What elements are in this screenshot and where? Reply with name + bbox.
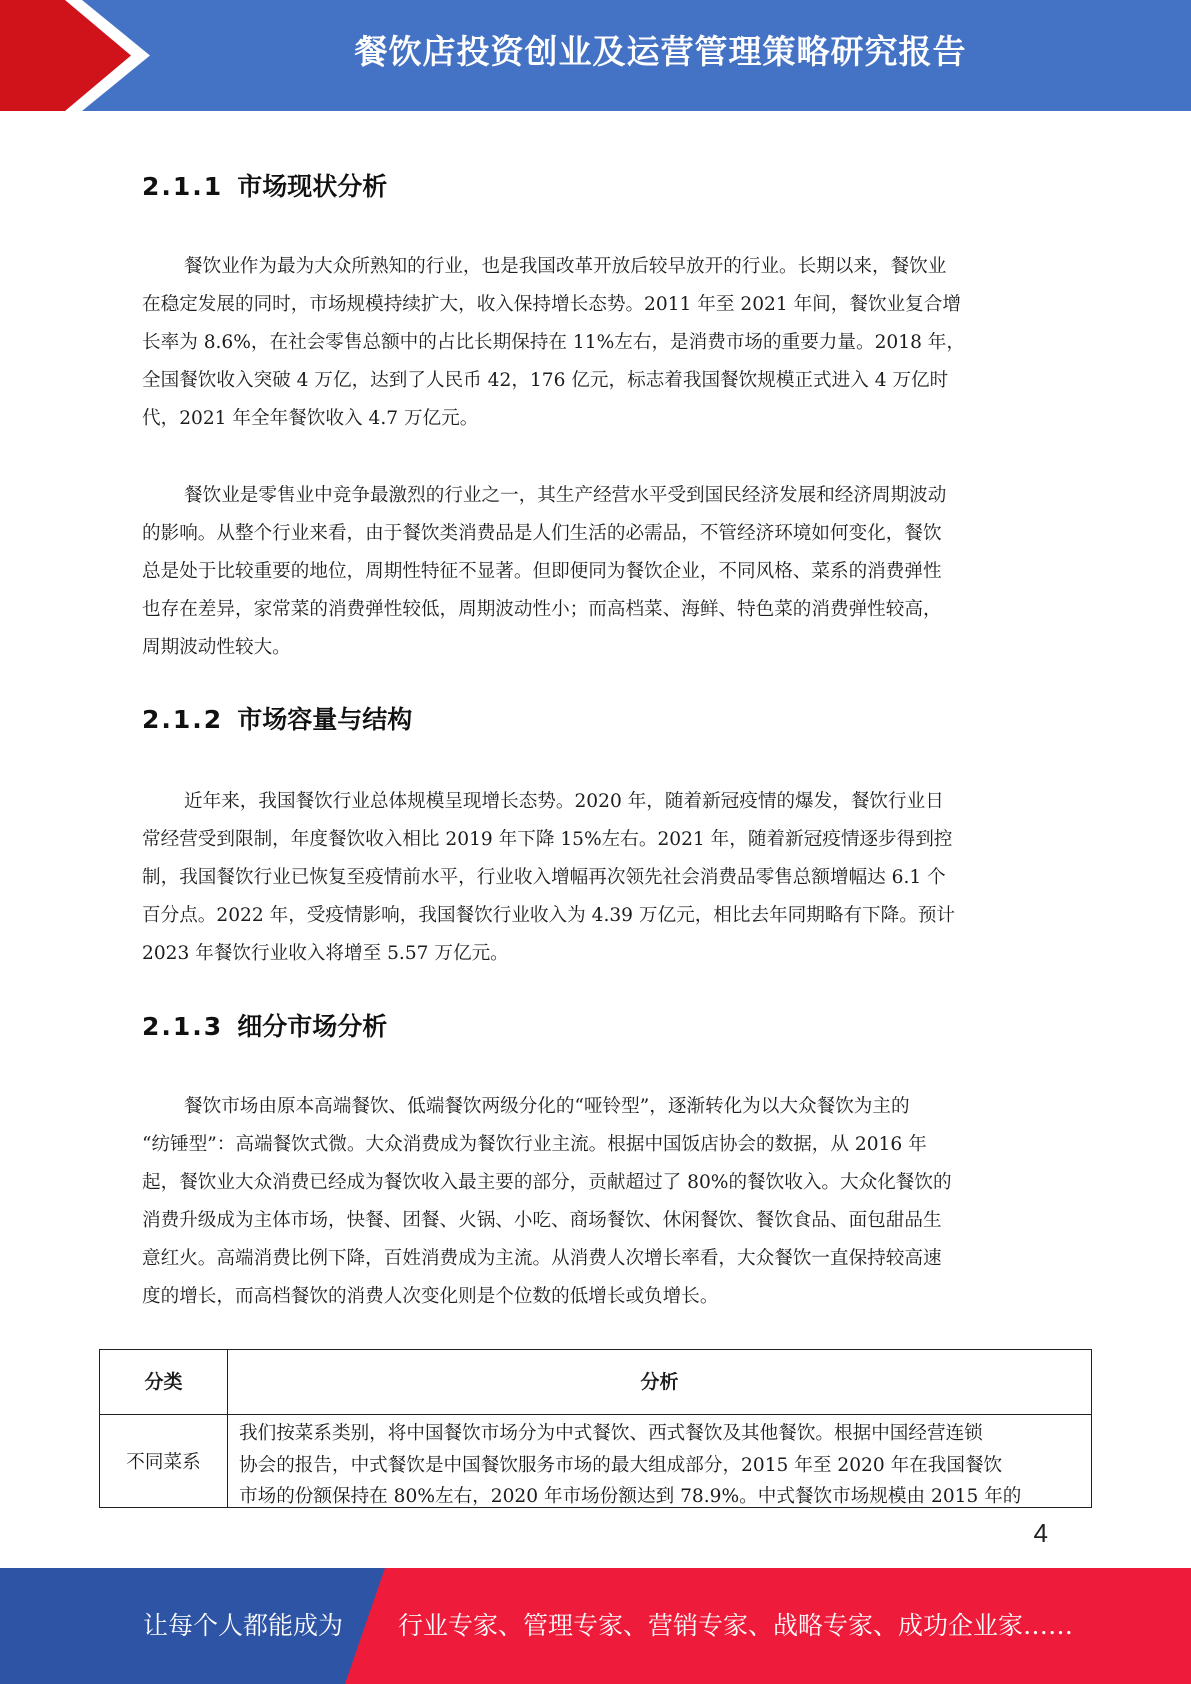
section-heading-2-1-3	[142, 1010, 387, 1044]
text-line: 也存在差异，家常菜的消费弹性较低，周期波动性小；而高档菜、海鲜、特色菜的消费弹性较高，	[142, 599, 942, 620]
text-line: 起，餐饮业大众消费已经成为餐饮收入最主要的部分，贡献超过了 80%的餐饮收入。大众化餐饮的	[142, 1172, 952, 1193]
text-line: 全国餐饮收入突破 4 万亿，达到了人民币 42，176 亿元，标志着我国餐饮规模正式进入 4 万亿时	[142, 370, 949, 391]
section-heading-2-1-2	[142, 703, 412, 737]
paragraph	[142, 1088, 1047, 1316]
text-line: 消费升级成为主体市场，快餐、团餐、火锅、小吃、商场餐饮、休闲餐饮、餐饮食品、面包甜品生	[142, 1210, 942, 1231]
section-title: 市场容量与结构	[237, 705, 413, 734]
market-segment-table	[99, 1349, 1092, 1508]
section-title: 细分市场分析	[237, 1012, 388, 1041]
section-heading-2-1-1	[142, 170, 387, 204]
footer-slogan-left: 让每个人都能成为	[143, 1611, 344, 1640]
text-line: 制，我国餐饮行业已恢复至疫情前水平，行业收入增幅再次领先社会消费品零售总额增幅达 6.1 个	[142, 867, 946, 888]
page-footer	[0, 1568, 1191, 1684]
table-cell-analysis	[239, 1418, 1081, 1513]
document-title: 餐饮店投资创业及运营管理策略研究报告	[354, 32, 967, 71]
text-line: 百分点。2022 年，受疫情影响，我国餐饮行业收入为 4.39 万亿元，相比去年同期略有下降。预计	[142, 905, 956, 926]
text-line: 餐饮市场由原本高端餐饮、低端餐饮两级分化的“哑铃型”，逐渐转化为以大众餐饮为主的	[184, 1096, 910, 1117]
text-line: 2023 年餐饮行业收入将增至 5.57 万亿元。	[142, 943, 509, 964]
header-arrow-decoration	[0, 0, 150, 111]
text-line: 的影响。从整个行业来看，由于餐饮类消费品是人们生活的必需品，不管经济环境如何变化，餐饮	[142, 523, 942, 544]
text-line: 我们按菜系类别，将中国餐饮市场分为中式餐饮、西式餐饮及其他餐饮。根据中国经营连锁	[239, 1423, 983, 1444]
text-line: 总是处于比较重要的地位，周期性特征不显著。但即便同为餐饮企业，不同风格、菜系的消费弹性	[142, 561, 942, 582]
paragraph	[142, 477, 1047, 667]
text-line: 在稳定发展的同时，市场规模持续扩大，收入保持增长态势。2011 年至 2021 年间，餐饮业复合增	[142, 294, 961, 315]
text-line: 协会的报告，中式餐饮是中国餐饮服务市场的最大组成部分，2015 年至 2020 年在我国餐饮	[239, 1454, 1003, 1476]
paragraph	[142, 248, 1047, 438]
text-line: 意红火。高端消费比例下降，百姓消费成为主流。从消费人次增长率看，大众餐饮一直保持较高速	[142, 1248, 942, 1269]
text-line: 常经营受到限制，年度餐饮收入相比 2019 年下降 15%左右。2021 年，随着新冠疫情逐步得到控	[142, 829, 953, 850]
section-number: 2.1.1	[142, 172, 224, 201]
table-divider	[100, 1414, 1091, 1415]
text-line: “纺锤型”：高端餐饮式微。大众消费成为餐饮行业主流。根据中国饭店协会的数据，从 2016 年	[142, 1134, 927, 1155]
section-title: 市场现状分析	[237, 172, 388, 201]
text-line: 餐饮业是零售业中竞争最激烈的行业之一，其生产经营水平受到国民经济发展和经济周期波动	[184, 485, 947, 506]
table-header-analysis: 分析	[640, 1371, 679, 1393]
category-label: 不同菜系	[126, 1451, 201, 1473]
section-number: 2.1.2	[142, 705, 224, 734]
text-line: 市场的份额保持在 80%左右，2020 年市场份额达到 78.9%。中式餐饮市场规模由 2015 年的	[239, 1486, 1022, 1507]
text-line: 周期波动性较大。	[142, 637, 291, 658]
page-header	[0, 0, 1191, 111]
text-line: 度的增长，而高档餐饮的消费人次变化则是个位数的低增长或负增长。	[142, 1286, 719, 1307]
table-header-category: 分类	[144, 1371, 183, 1393]
page-number: 4	[1033, 1518, 1048, 1548]
paragraph	[142, 783, 1047, 973]
footer-slogan-right: 行业专家、管理专家、营销专家、战略专家、成功企业家……	[398, 1611, 1074, 1640]
section-number: 2.1.3	[142, 1012, 224, 1041]
text-line: 近年来，我国餐饮行业总体规模呈现增长态势。2020 年，随着新冠疫情的爆发，餐饮行业日	[184, 791, 944, 812]
text-line: 长率为 8.6%，在社会零售总额中的占比长期保持在 11%左右，是消费市场的重要力量。2018 年，	[142, 332, 965, 353]
table-cell-category	[100, 1414, 227, 1507]
text-line: 餐饮业作为最为大众所熟知的行业，也是我国改革开放后较早放开的行业。长期以来，餐饮业	[184, 256, 947, 277]
text-line: 代，2021 年全年餐饮收入 4.7 万亿元。	[142, 408, 479, 429]
